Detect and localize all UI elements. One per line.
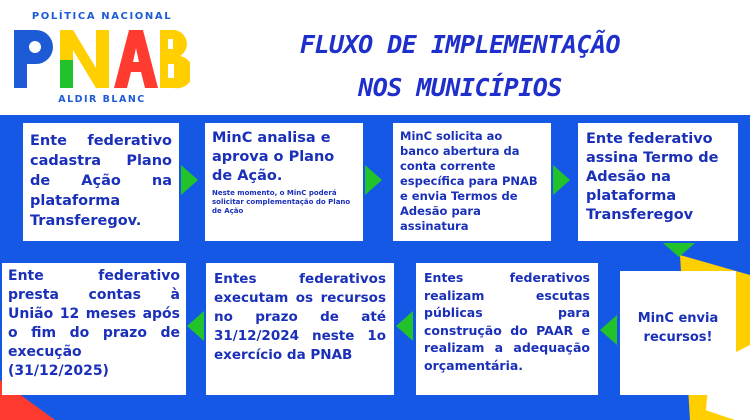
- step-5-card: [620, 271, 736, 395]
- arrow-left-icon: [396, 311, 413, 341]
- step-4-card: [578, 123, 738, 241]
- arrow-left-icon: [600, 315, 617, 345]
- flow-panel: [0, 115, 750, 420]
- step-8-card: [2, 263, 186, 395]
- step-2-text: MinC analisa e aprova o Plano de Ação.: [212, 130, 335, 184]
- title-line-2: NOS MUNICÍPIOS: [358, 73, 562, 102]
- arrow-left-icon: [187, 311, 204, 341]
- step-3-text: MinC solicita ao banco abertura da conta corrente específica para PNAB e envia Termos de Adesão para assinatura: [400, 129, 538, 233]
- logo-top-text: POLÍTICA NACIONAL: [31, 11, 173, 22]
- pnab-logo: [10, 8, 190, 108]
- step-8-text: Ente federativo presta contas à União 12 meses após o fim do prazo de execução (31/12/2025): [8, 268, 180, 379]
- header: [0, 0, 750, 115]
- step-5-text: MinC envia recursos!: [637, 311, 719, 345]
- arrow-right-icon: [365, 165, 382, 195]
- step-7-text: Entes federativos executam os recursos no prazo de até 31/12/2024 neste 1o exercício da PNAB: [214, 271, 386, 363]
- arrow-down-icon: [663, 243, 695, 257]
- step-4-text: Ente federativo assina Termo de Adesão na plataforma Transferegov: [586, 131, 719, 223]
- pnab-wordmark: [10, 24, 190, 92]
- step-2-note: Neste momento, o MinC poderá solicitar complementação do Plano de Ação: [212, 189, 351, 215]
- step-7-card: [206, 263, 394, 395]
- arrow-right-icon: [553, 165, 570, 195]
- logo-bottom-text: ALDIR BLANC: [58, 94, 146, 105]
- step-6-card: [416, 263, 598, 395]
- step-3-card: [393, 123, 551, 241]
- title-line-1: FLUXO DE IMPLEMENTAÇÃO: [299, 30, 621, 59]
- arrow-right-icon: [181, 165, 198, 195]
- step-1-card: [23, 123, 179, 241]
- step-1-text: Ente federativo cadastra Plano de Ação na plataforma Transferegov.: [30, 133, 172, 229]
- step-2-card: [205, 123, 363, 241]
- step-6-text: Entes federativos realizam escutas públicas para construção do PAAR e realizam a adequação orçamentária.: [424, 270, 590, 373]
